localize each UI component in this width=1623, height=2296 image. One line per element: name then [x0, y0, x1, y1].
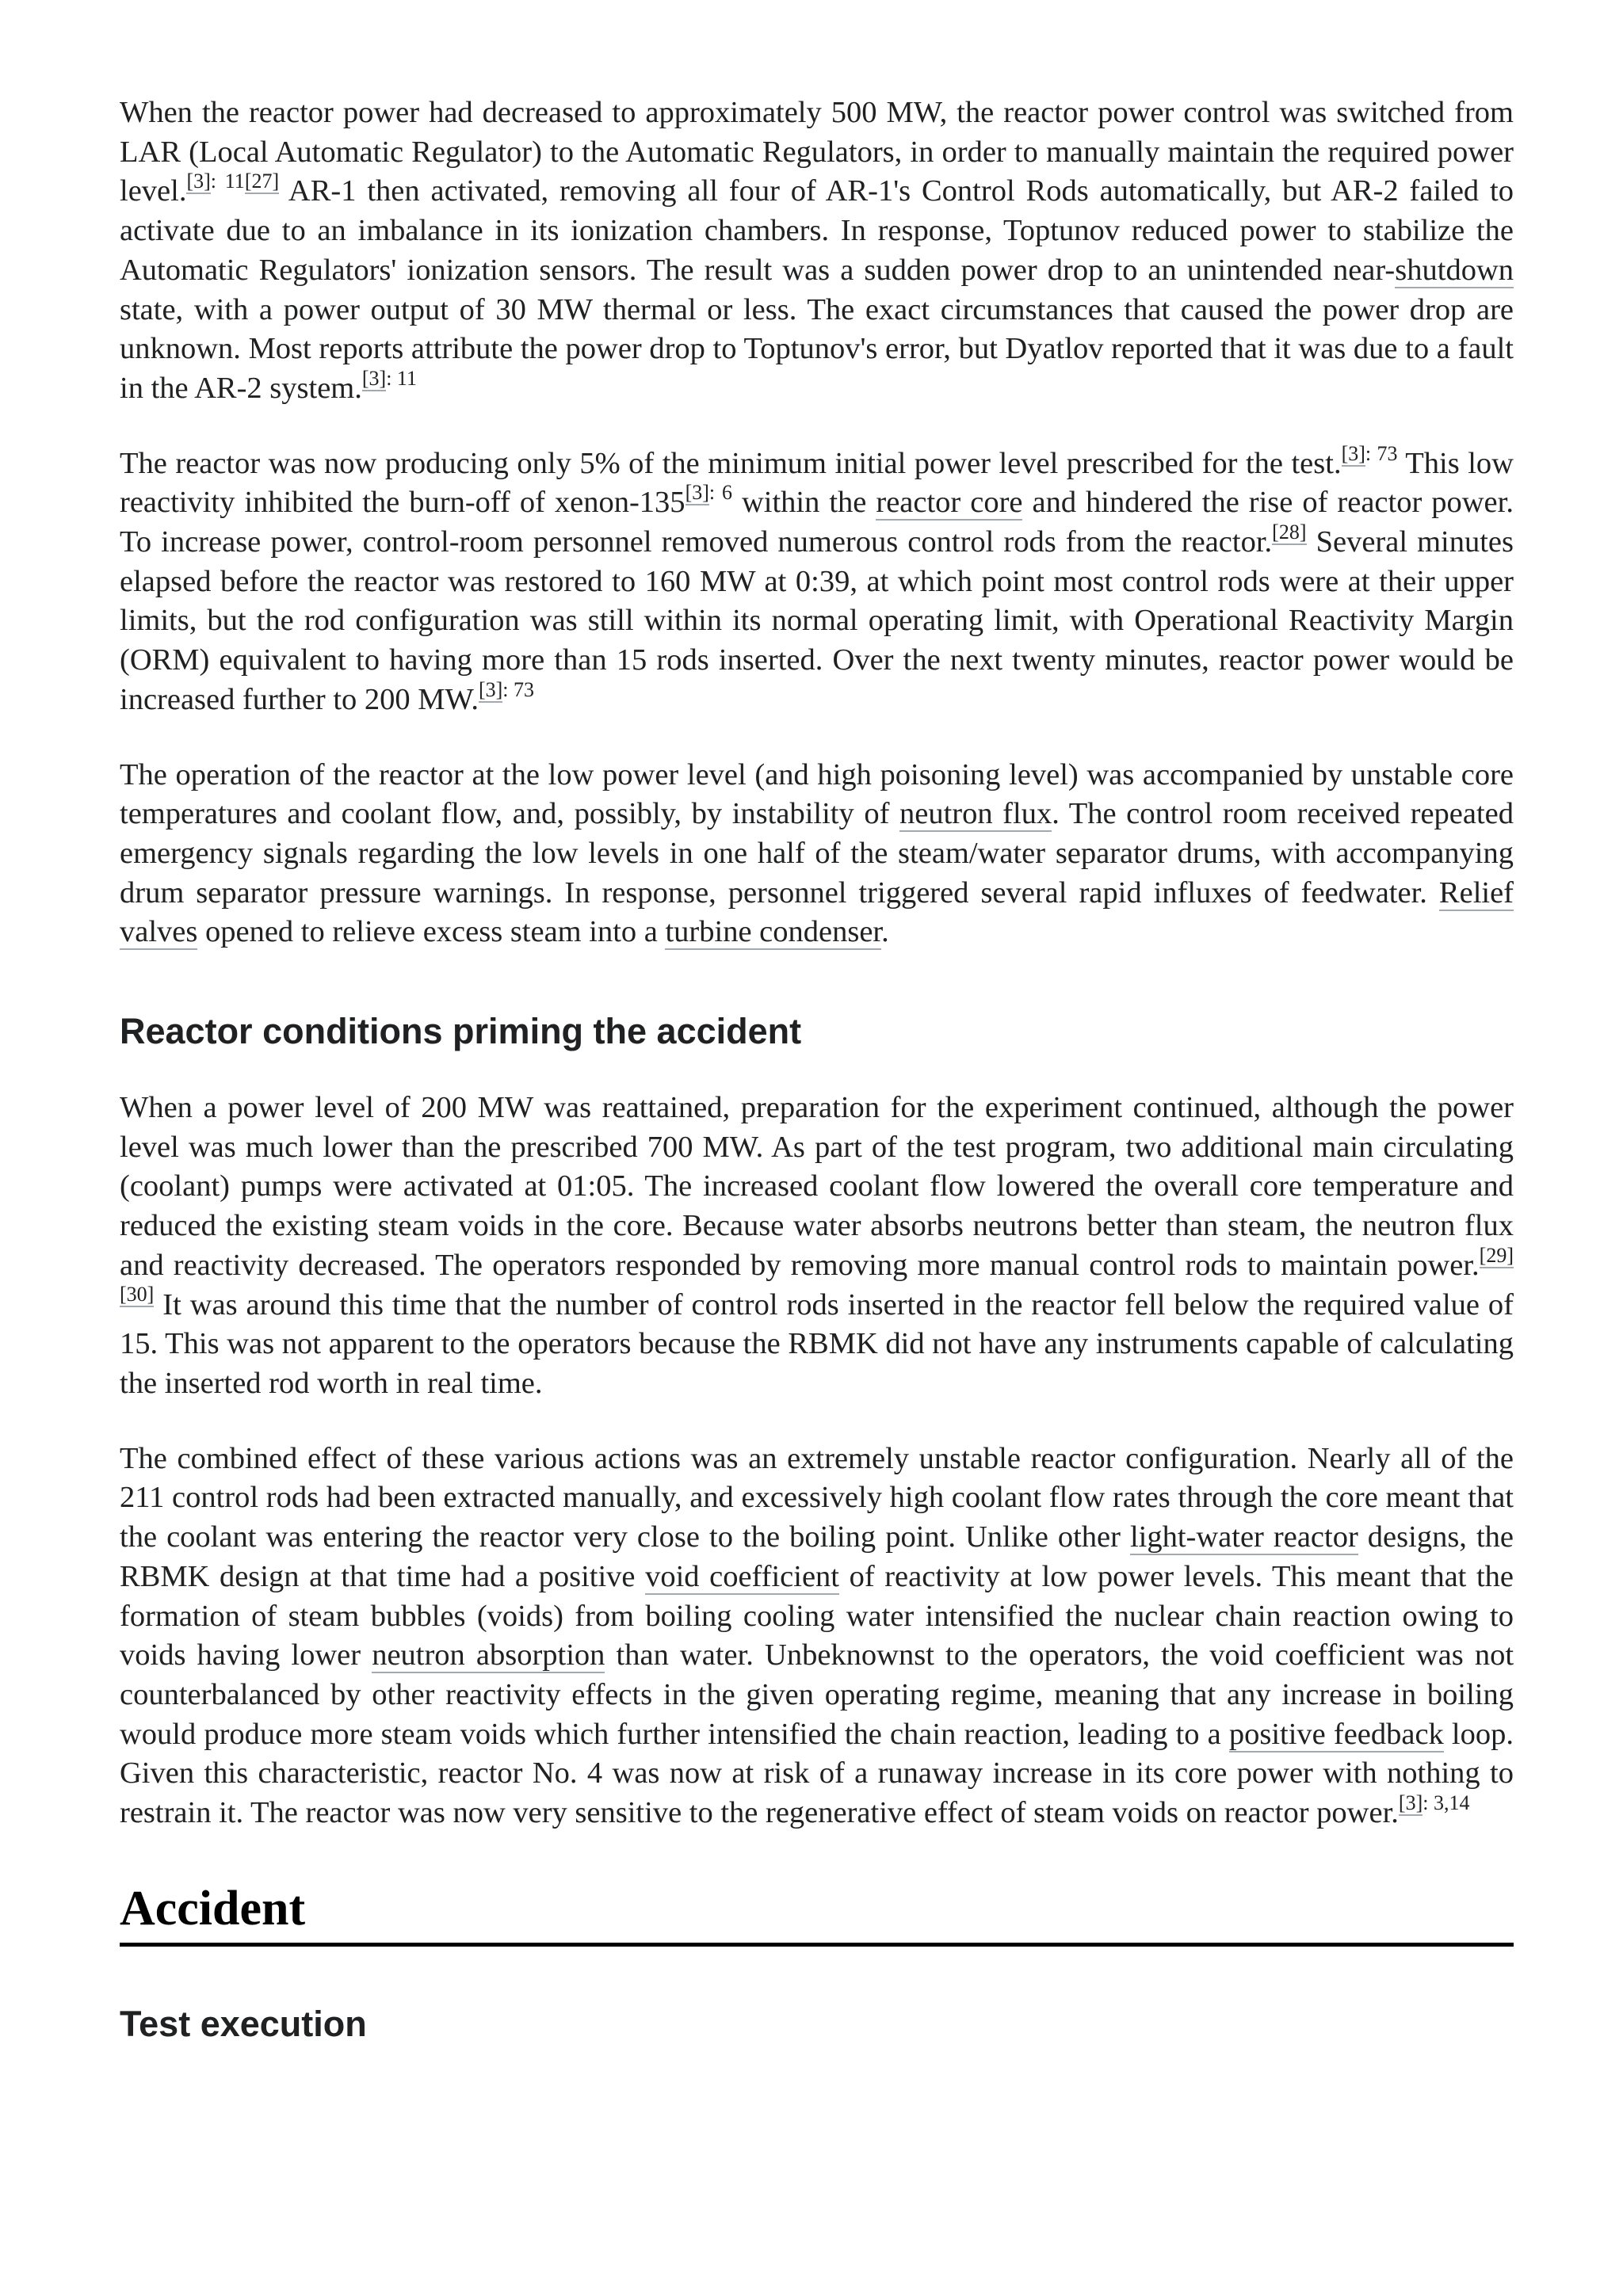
paragraph-text: This low reactivity inhibited the burn-off of xenon-135	[120, 446, 1514, 520]
paragraph-text: opened to relieve excess steam into a	[197, 915, 666, 949]
citation-page: : 73	[502, 677, 535, 701]
link-shutdown[interactable]: shutdown	[1395, 253, 1514, 287]
citation-link[interactable]: [3]	[478, 677, 503, 701]
paragraph-text: The reactor was now producing only 5% of the minimum initial power level prescribed for the test.	[120, 446, 1342, 480]
paragraph-text: of reactivity at low power levels. This meant that the formation of steam bubbles (voids) from boiling cooling water intensified the nuclear chain reaction owing to voids having lower	[120, 1559, 1514, 1672]
paragraph-combined-effect	[120, 1440, 1514, 1833]
citation-page: : 3,14	[1423, 1791, 1470, 1814]
paragraph-instability	[120, 756, 1514, 953]
link-void-coefficient[interactable]: void coefficient	[645, 1559, 839, 1593]
citation-link[interactable]: [3]	[685, 481, 709, 505]
citation-link[interactable]: [30]	[120, 1283, 155, 1306]
paragraph-text: The operation of the reactor at the low power level (and high poisoning level) was accompanied by unstable core temperatures and coolant flow, and, possibly, by instability of	[120, 757, 1514, 831]
citation[interactable]	[479, 678, 534, 703]
paragraph-text: state, with a power output of 30 MW thermal or less. The exact circumstances that caused the power drop are unknown. Most reports attribute the power drop to Toptunov's error, but Dyatlov reported that it was due to a fault in the AR-2 system.	[120, 292, 1514, 405]
citation[interactable]	[1399, 1791, 1470, 1816]
link-turbine-condenser[interactable]: turbine condenser	[665, 915, 882, 949]
heading-reactor-conditions: Reactor conditions priming the accident	[120, 1011, 802, 1052]
paragraph-text: designs, the RBMK design at that time had a positive	[120, 1520, 1514, 1593]
citation-page: : 11	[210, 170, 245, 193]
link-neutron-absorption[interactable]: neutron absorption	[372, 1638, 605, 1672]
citation-link[interactable]: [3]	[186, 170, 211, 193]
heading-test-execution: Test execution	[120, 2003, 367, 2044]
citation-page: : 73	[1365, 441, 1398, 465]
paragraph-text: . The control room received repeated emergency signals regarding the low levels in one half of the steam/water separator drums, with accompanying drum separator pressure warnings. In response, personnel triggered several rapid influxes of feedwater.	[120, 797, 1514, 910]
link-reactor-core[interactable]: reactor core	[876, 486, 1023, 520]
citation-link[interactable]: [3]	[1341, 441, 1365, 465]
paragraph-text: AR-1 then activated, removing all four of AR-1's Control Rods automatically, but AR-2 failed to activate due to an imbalance in its ionization chambers. In response, Toptunov reduced power to stabilize the Automatic Regulators' ionization sensors. The result was a sudden power drop to an unintended near-	[120, 174, 1514, 287]
citation-link[interactable]: [29]	[1479, 1243, 1514, 1267]
citation[interactable]	[245, 170, 279, 194]
link-relief-valves[interactable]: Relief valves	[120, 875, 1514, 949]
citation[interactable]	[1272, 521, 1306, 545]
paragraph-text: The combined effect of these various actions was an extremely unstable reactor configuration. Nearly all of the 211 control rods had been extracted manually, and excessively high coolant flow rates through the core meant that the coolant was entering the reactor very close to the boiling point. Unlike other	[120, 1441, 1514, 1554]
paragraph-power-drop	[120, 93, 1514, 409]
citation-link[interactable]: [3]	[1398, 1791, 1423, 1814]
citation-page: : 11	[386, 366, 417, 390]
paragraph-text: than water. Unbeknownst to the operators, the void coefficient was not counterbalanced by other reactivity effects in the given operating regime, meaning that any increase in boiling would produce more steam voids which further intensified the chain reaction, leading to a	[120, 1638, 1514, 1751]
paragraph-text: Several minutes elapsed before the reactor was restored to 160 MW at 0:39, at which point most control rods were at their upper limits, but the rod configuration was still within its normal operating limit, with Operational Reactivity Margin (ORM) equivalent to having more than 15 rods inserted. Over the next twenty minutes, reactor power would be increased further to 200 MW.	[120, 525, 1514, 716]
paragraph-low-power	[120, 441, 1514, 720]
heading-accident: Accident	[120, 1879, 1514, 1947]
paragraph-text: loop. Given this characteristic, reactor No. 4 was now at risk of a runaway increase in its core power with nothing to restrain it. The reactor was now very sensitive to the regenerative effect of steam voids on reactor power.	[120, 1717, 1514, 1830]
paragraph-preparation	[120, 1089, 1514, 1404]
paragraph-text: and hindered the rise of reactor power. To increase power, control-room personnel removed numerous control rods from the reactor.	[120, 486, 1514, 559]
paragraph-text: .	[881, 915, 889, 949]
citation-link[interactable]: [28]	[1272, 520, 1307, 543]
paragraph-text: It was around this time that the number of control rods inserted in the reactor fell below the required value of 15. This was not apparent to the operators because the RBMK did not have any instruments capable of calculating the inserted rod worth in real time.	[120, 1287, 1514, 1400]
citation-link[interactable]: [27]	[244, 170, 280, 193]
link-neutron-flux[interactable]: neutron flux	[899, 797, 1052, 831]
article-body	[120, 93, 1514, 2046]
link-positive-feedback[interactable]: positive feedback	[1228, 1717, 1444, 1751]
citation[interactable]	[1342, 442, 1398, 467]
citation[interactable]	[685, 481, 732, 505]
link-light-water-reactor[interactable]: light-water reactor	[1129, 1520, 1358, 1554]
citation[interactable]	[362, 367, 417, 391]
paragraph-text: within the	[731, 486, 876, 520]
citation-page: : 6	[708, 481, 732, 505]
paragraph-text: When the reactor power had decreased to approximately 500 MW, the reactor power control was switched from LAR (Local Automatic Regulator) to the Automatic Regulators, in order to manually maintain the required power level.	[120, 96, 1514, 208]
paragraph-text: When a power level of 200 MW was reattained, preparation for the experiment continued, although the power level was much lower than the prescribed 700 MW. As part of the test program, two additional main circulating (coolant) pumps were activated at 01:05. The increased coolant flow lowered the overall core temperature and reduced the existing steam voids in the core. Because water absorbs neutrons better than steam, the neutron flux and reactivity decreased. The operators responded by removing more manual control rods to maintain power.	[120, 1091, 1514, 1282]
citation[interactable]	[186, 170, 244, 194]
citation-link[interactable]: [3]	[361, 366, 387, 390]
